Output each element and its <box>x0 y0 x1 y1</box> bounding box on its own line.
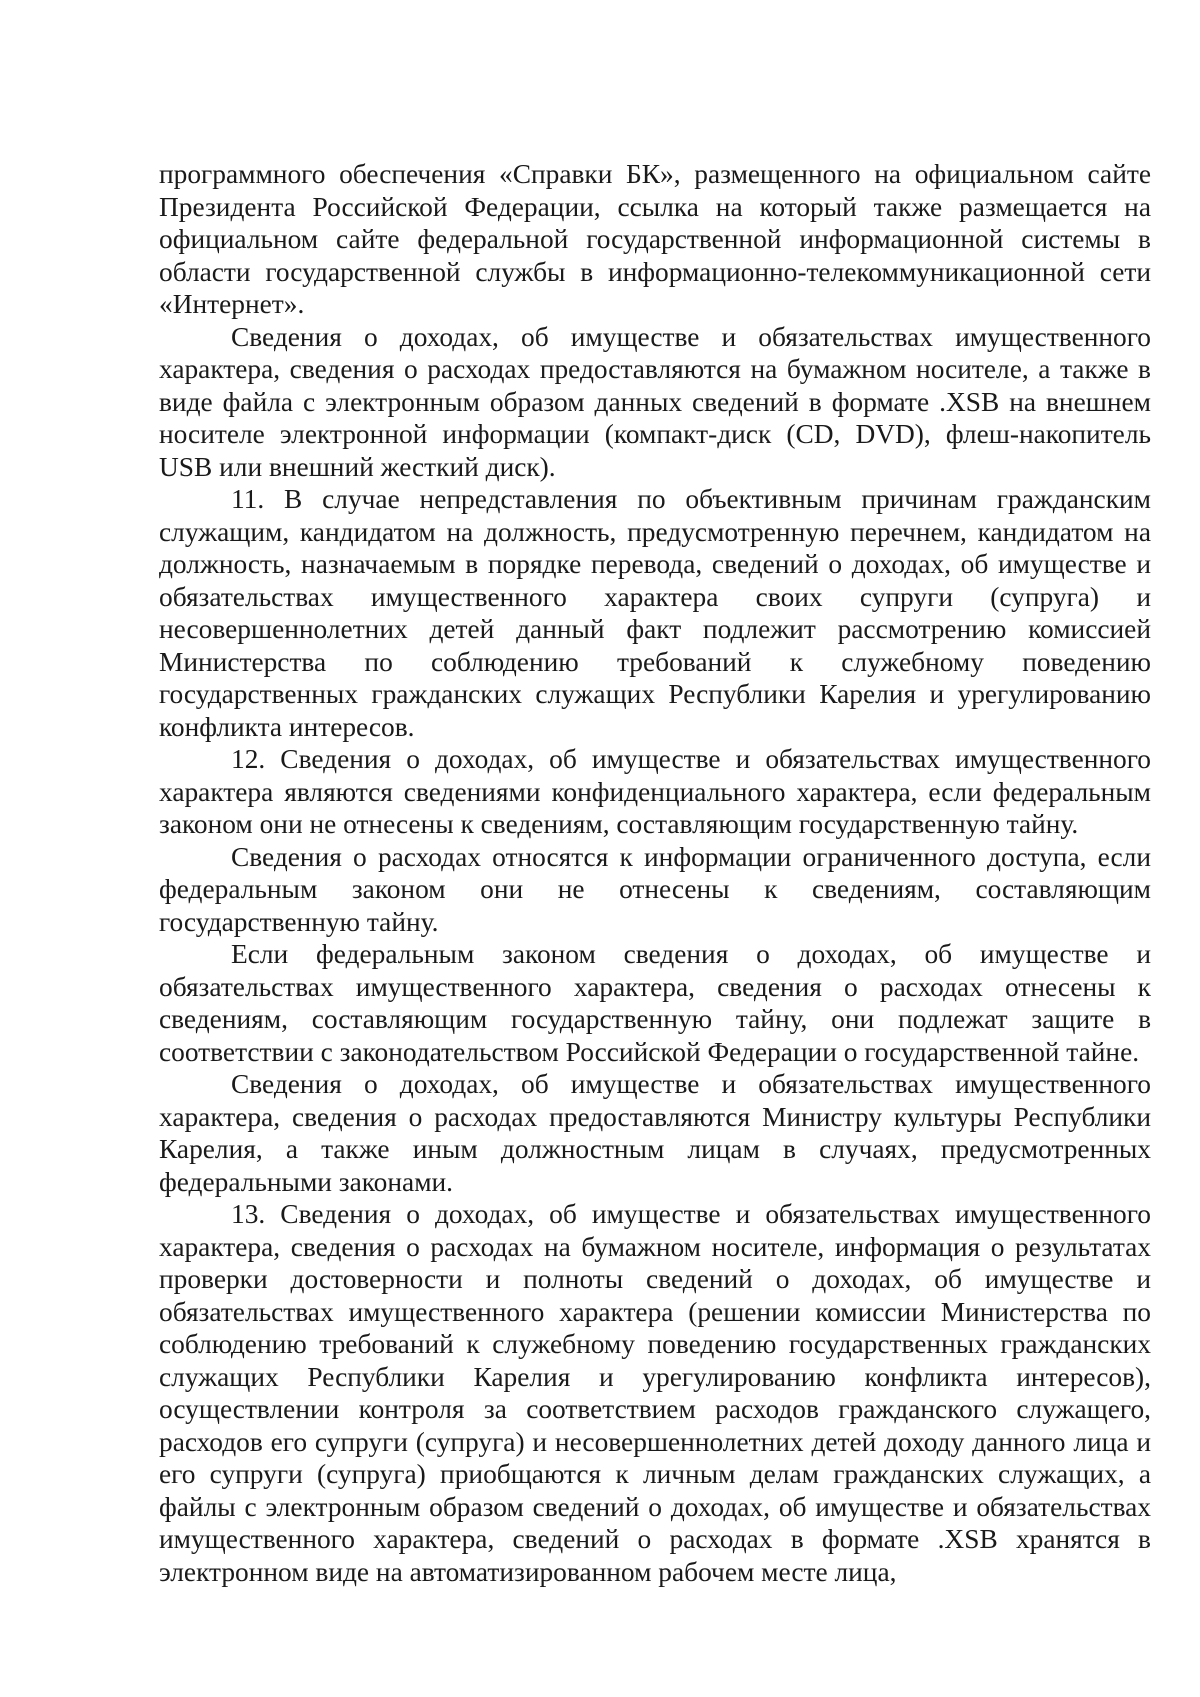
paragraph-expenses-restricted: Сведения о расходах относятся к информации ограниченного доступа, если федеральным законом они не отнесены к сведениям, составляющим государственную тайну. <box>159 841 1151 937</box>
paragraph-item-12: 12. Сведения о доходах, об имуществе и обязательствах имущественного характера являются сведениями конфиденциального характера, если федеральным законом они не отнесены к сведениям, составляющим государственную тайну. <box>159 744 1151 839</box>
paragraph-item-13: 13. Сведения о доходах, об имуществе и обязательствах имущественного характера, сведения о расходах на бумажном носителе, информация о результатах проверки достоверности и полноты сведений о доходах, об имуществе и обязательствах имущественного характера (решении комиссии Министерства по соблюдению требований к служебному поведению государственных гражданских служащих Республики Карелия и урегулированию конфликта интересов), осуществлении контроля за соответствием расходов гражданского служащего, расходов его супруги (супруга) и несовершеннолетних детей доходу данного лица и его супруги (супруга) приобщаются к личным делам гражданских служащих, а файлы с электронным образом сведений о доходах, об имуществе и обязательствах имущественного характера, сведений о расходах в формате .XSB хранятся в электронном виде на автоматизированном рабочем месте лица, <box>159 1199 1151 1587</box>
paragraph-item-11: 11. В случае непредставления по объективным причинам гражданским служащим, кандидатом на должность, предусмотренную перечнем, кандидатом на должность, назначаемым в порядке перевода, сведений о доходах, об имуществе и обязательствах имущественного характера своих супруги (супруга) и несовершеннолетних детей данный факт подлежит рассмотрению комиссией Министерства по соблюдению требований к служебному поведению государственных гражданских служащих Республики Карелия и урегулированию конфликта интересов. <box>159 484 1151 742</box>
paragraph-provided-to-minister: Сведения о доходах, об имуществе и обязательствах имущественного характера, сведения о расходах предоставляются Министру культуры Республики Карелия, а также иным должностным лицам в случаях, предусмотренных федеральными законами. <box>159 1069 1151 1197</box>
document-body <box>159 158 1151 1588</box>
paragraph-state-secret: Если федеральным законом сведения о доходах, об имуществе и обязательствах имущественного характера, сведения о расходах отнесены к сведениям, составляющим государственную тайну, они подлежат защите в соответствии с законодательством Российской Федерации о государственной тайне. <box>159 939 1151 1067</box>
paragraph-submission-format: Сведения о доходах, об имуществе и обязательствах имущественного характера, сведения о расходах предоставляются на бумажном носителе, а также в виде файла с электронным образом данных сведений в формате .XSB на внешнем носителе электронной информации (компакт-диск (CD, DVD), флеш-накопитель USB или внешний жесткий диск). <box>159 321 1151 482</box>
paragraph-continuation: программного обеспечения «Справки БК», размещенного на официальном сайте Президента Российской Федерации, ссылка на который также размещается на официальном сайте федеральной государственной информационной системы в области государственной службы в информационно-телекоммуникационной сети «Интернет». <box>159 159 1151 319</box>
